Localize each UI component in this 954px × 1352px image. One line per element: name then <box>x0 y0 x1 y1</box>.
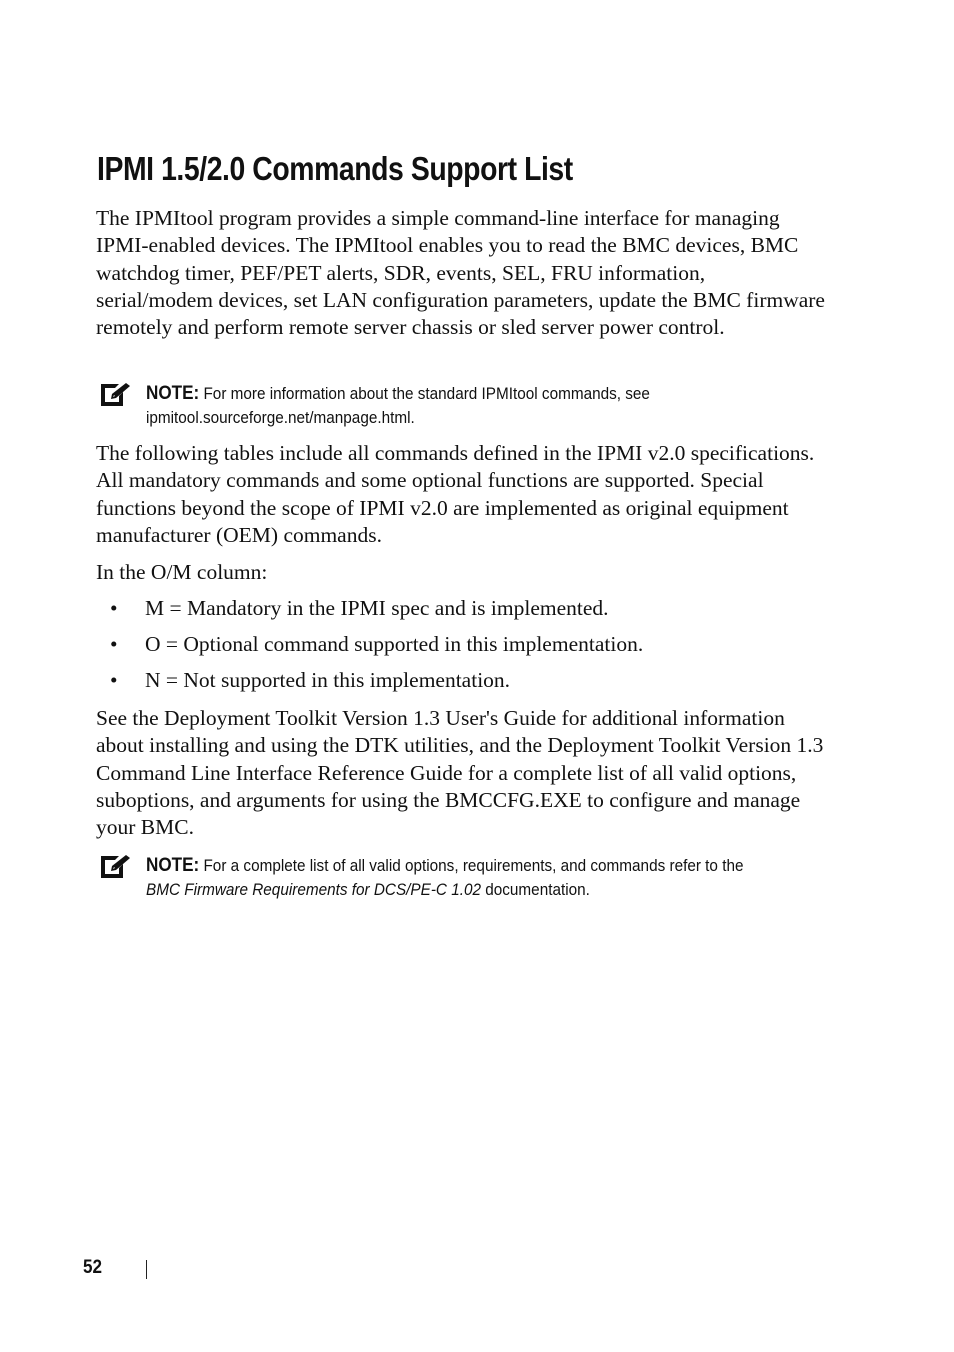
note-text <box>146 382 776 430</box>
intro-paragraph: The IPMItool program provides a simple command-line interface for managing IPMI-enabled devices. The IPMItool enables you to read the BMC devices, BMC watchdog timer, PEF/PET alerts, SDR, events, SEL, FRU information, serial/modem devices, set LAN configuration parameters, update the BMC firmware remotely and perform remote server chassis or sled server power control. <box>96 206 825 340</box>
note-label: NOTE: <box>146 383 200 404</box>
note-body: For a complete list of all valid options, requirements, and commands refer to the <box>203 856 744 875</box>
page-title: IPMI 1.5/2.0 Commands Support List <box>97 150 573 187</box>
note-pencil-icon <box>100 854 132 880</box>
om-item-optional: O = Optional command supported in this implementation. <box>145 632 644 656</box>
om-item-not-supported: N = Not supported in this implementation. <box>145 668 511 692</box>
document-title-emphasis: BMC Firmware Requirements for DCS/PE-C 1.02 <box>146 880 481 899</box>
note-body: For more information about the standard IPMItool commands, see ipmitool.sourceforge.net/manpage.html. <box>146 384 650 427</box>
om-column-intro: In the O/M column: <box>96 560 268 584</box>
note-label: NOTE: <box>146 855 200 876</box>
bullet-icon: • <box>110 632 118 656</box>
om-item-mandatory: M = Mandatory in the IPMI spec and is implemented. <box>145 596 609 620</box>
bullet-icon: • <box>110 596 118 620</box>
tables-paragraph: The following tables include all commands defined in the IPMI v2.0 specifications. All mandatory commands and some optional functions are supported. Special functions beyond the scope of IPMI v2.0 are implemented as original equipment manufacturer (OEM) commands. <box>96 441 815 547</box>
note-text <box>146 854 776 902</box>
page-number: 52 <box>83 1257 103 1278</box>
footer-divider <box>146 1260 147 1279</box>
bullet-icon: • <box>110 668 118 692</box>
note-body-end: documentation. <box>485 880 590 899</box>
note-pencil-icon <box>100 382 132 408</box>
toolkit-paragraph: See the Deployment Toolkit Version 1.3 User's Guide for additional information about installing and using the DTK utilities, and the Deployment Toolkit Version 1.3 Command Line Interface Reference Guide for a complete list of all valid options, suboptions, and arguments for using the BMCCFG.EXE to configure and manage your BMC. <box>96 706 824 840</box>
